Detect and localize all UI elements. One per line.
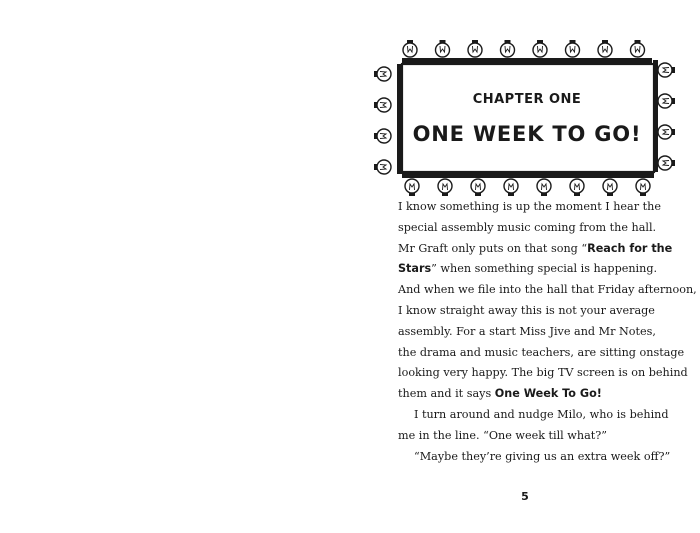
page-number: 5 [521,490,529,503]
chapter-marquee-sign [372,40,677,198]
text-line [398,239,688,260]
light-bulb-icon [374,160,391,174]
light-bulb-icon [374,98,391,112]
text-line: the drama and music teachers, are sitting onstage [398,345,685,359]
light-bulb-icon [658,125,675,139]
light-bulb-icon [566,40,580,57]
text-line: I turn around and nudge Milo, who is behind [414,407,669,421]
light-bulb-icon [374,67,391,81]
text-span: Mr Graft only puts on that song “ [398,241,588,255]
light-bulb-icon [636,179,650,196]
text-line: And when we file into the hall that Friday afternoon, [398,283,697,297]
text-line: looking very happy. The big TV screen is on behind [398,366,688,380]
light-bulb-icon [501,40,515,57]
light-bulb-icon [471,179,485,196]
light-bulb-icon [631,40,645,57]
text-line: me in the line. “One week till what?” [398,428,607,442]
sign-bottom-bar [402,172,654,178]
text-line: I know straight away this is not your average [398,303,655,317]
light-bulb-icon [658,63,675,77]
text-line: “Maybe they’re giving us an extra week off?” [414,449,671,463]
text-line: assembly. For a start Miss Jive and Mr Notes, [398,324,656,338]
song-title-part-1: Reach for the [587,241,673,255]
light-bulb-icon [468,40,482,57]
marquee-frame [372,40,677,198]
song-title-part-2: Stars [398,262,432,276]
light-bulb-icon [603,179,617,196]
light-bulb-icon [436,40,450,57]
light-bulb-icon [438,179,452,196]
sign-left-bar [397,64,402,174]
sign-top-bar [402,58,652,64]
sign-panel [402,64,654,172]
light-bulb-icon [598,40,612,57]
chapter-label: CHAPTER ONE [472,92,582,107]
light-bulb-icon [405,179,419,196]
chapter-title: ONE WEEK TO GO! [412,122,642,146]
light-bulb-icon [537,179,551,196]
light-bulb-icon [374,129,391,143]
light-bulb-icon [504,179,518,196]
text-line [398,259,688,280]
light-bulb-icon [570,179,584,196]
light-bulb-icon [403,40,417,57]
screen-text: One Week To Go! [494,387,602,401]
light-bulb-icon [658,156,675,170]
text-line: special assembly music coming from the hall. [398,220,657,234]
sign-right-bar [653,60,658,172]
light-bulb-icon [658,94,675,108]
text-line [398,384,688,405]
light-bulb-icon [533,40,547,57]
text-line: I know something is up the moment I hear the [398,200,661,213]
text-span: ” when something special is happening. [431,262,658,276]
text-span: them and it says [398,387,495,401]
body-text [398,197,697,467]
